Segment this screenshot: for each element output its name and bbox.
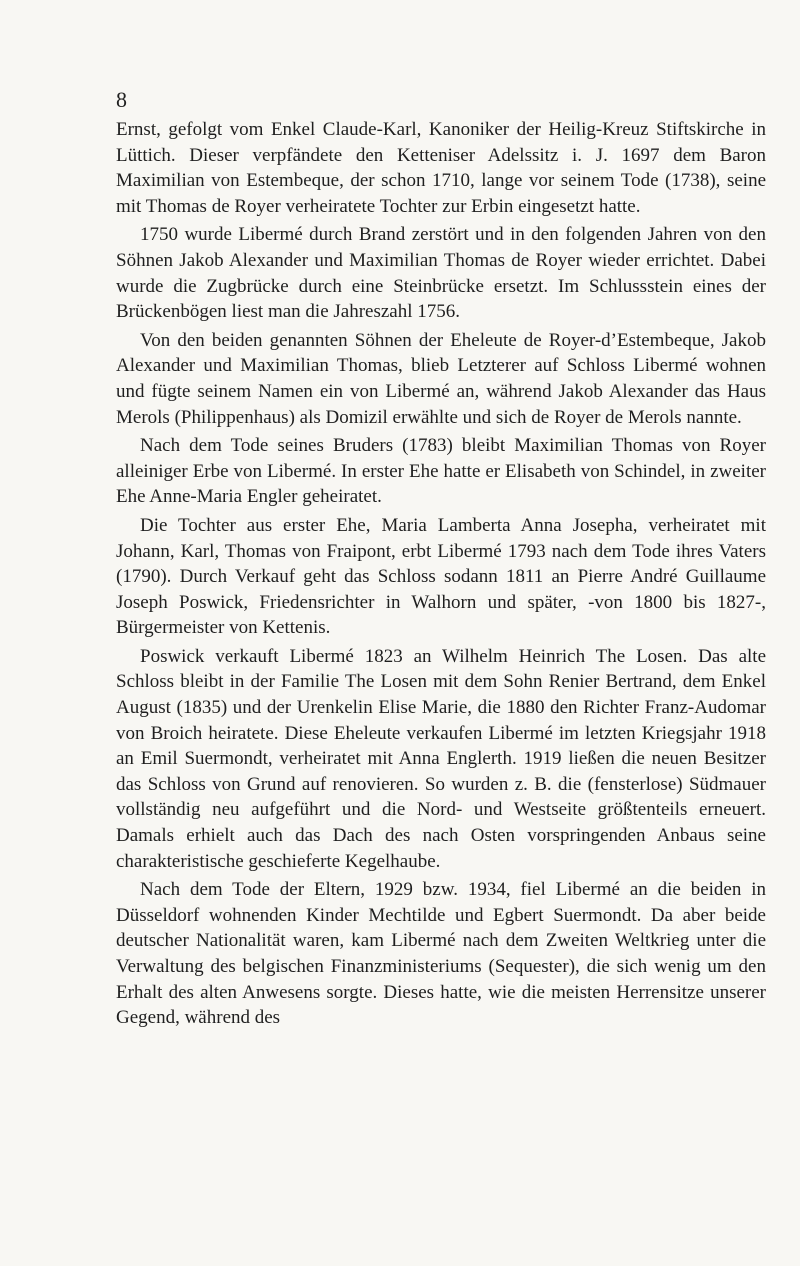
paragraph-1: Ernst, gefolgt vom Enkel Claude-Karl, Kanoniker der Heilig-Kreuz Stiftskirche in Lüttich. Dieser verpfändete den Ketteniser Adelssitz i. J. 1697 dem Baron Maximilian von Estembeque, der schon 1710, lange vor seinem Tode (1738), seine mit Thomas de Royer verheiratete Tochter zur Erbin eingesetzt hatte. (116, 119, 766, 217)
body-text (116, 117, 766, 1034)
paragraph-3: Von den beiden genannten Söhnen der Eheleute de Royer-d’Estembeque, Jakob Alexander und Maximilian Thomas, blieb Letzterer auf Schloss Libermé wohnen und fügte seinem Namen ein von Libermé an, während Jakob Alexander das Haus Merols (Philippenhaus) als Domizil erwählte und sich de Royer de Merols nannte. (116, 329, 766, 428)
paragraph-5: Die Tochter aus erster Ehe, Maria Lamberta Anna Josepha, verheiratet mit Johann, Karl, Thomas von Fraipont, erbt Libermé 1793 nach dem Tode ihres Vaters (1790). Durch Verkauf geht das Schloss sodann 1811 an Pierre André Guillaume Joseph Poswick, Friedensrichter in Walhorn und später, -von 1800 bis 1827-, Bürgermeister von Kettenis. (116, 514, 766, 639)
paragraph-4: Nach dem Tode seines Bruders (1783) bleibt Maximilian Thomas von Royer alleiniger Erbe von Libermé. In erster Ehe hatte er Elisabeth von Schindel, in zweiter Ehe Anne-Maria Engler geheiratet. (116, 435, 766, 508)
paragraph-2: 1750 wurde Libermé durch Brand zerstört und in den folgenden Jahren von den Söhnen Jakob Alexander und Maximilian Thomas de Royer wieder errichtet. Dabei wurde die Zugbrücke durch eine Steinbrücke ersetzt. Im Schlussstein eines der Brückenbögen liest man die Jahreszahl 1756. (116, 224, 766, 323)
page-number: 8 (116, 87, 127, 112)
paragraph-7: Nach dem Tode der Eltern, 1929 bzw. 1934, fiel Libermé an die beiden in Düsseldorf wohnenden Kinder Mechtilde und Egbert Suermondt. Da aber beide deutscher Nationalität waren, kam Libermé nach dem Zweiten Weltkrieg unter die Verwaltung des belgischen Finanzministeriums (Sequester), die sich wenig um den Erhalt des alten Anwesens sorgte. Dieses hatte, wie die meisten Herrensitze unserer Gegend, während des (116, 879, 766, 1029)
paragraph-6: Poswick verkauft Libermé 1823 an Wilhelm Heinrich The Losen. Das alte Schloss bleibt in der Familie The Losen mit dem Sohn Renier Bertrand, dem Enkel August (1835) und der Urenkelin Elise Marie, die 1880 den Richter Franz-Audomar von Broich heiratete. Diese Eheleute verkaufen Libermé im letzten Kriegsjahr 1918 an Emil Suermondt, verheiratet mit Anna Englerth. 1919 ließen die neuen Besitzer das Schloss von Grund auf renovieren. So wurden z. B. die (fensterlose) Südmauer vollständig neu aufgeführt und die Nord- und Westseite größtenteils erneuert. Damals erhielt auch das Dach des nach Osten vorspringenden Anbaus seine charakteristische geschieferte Kegelhaube. (116, 645, 766, 872)
